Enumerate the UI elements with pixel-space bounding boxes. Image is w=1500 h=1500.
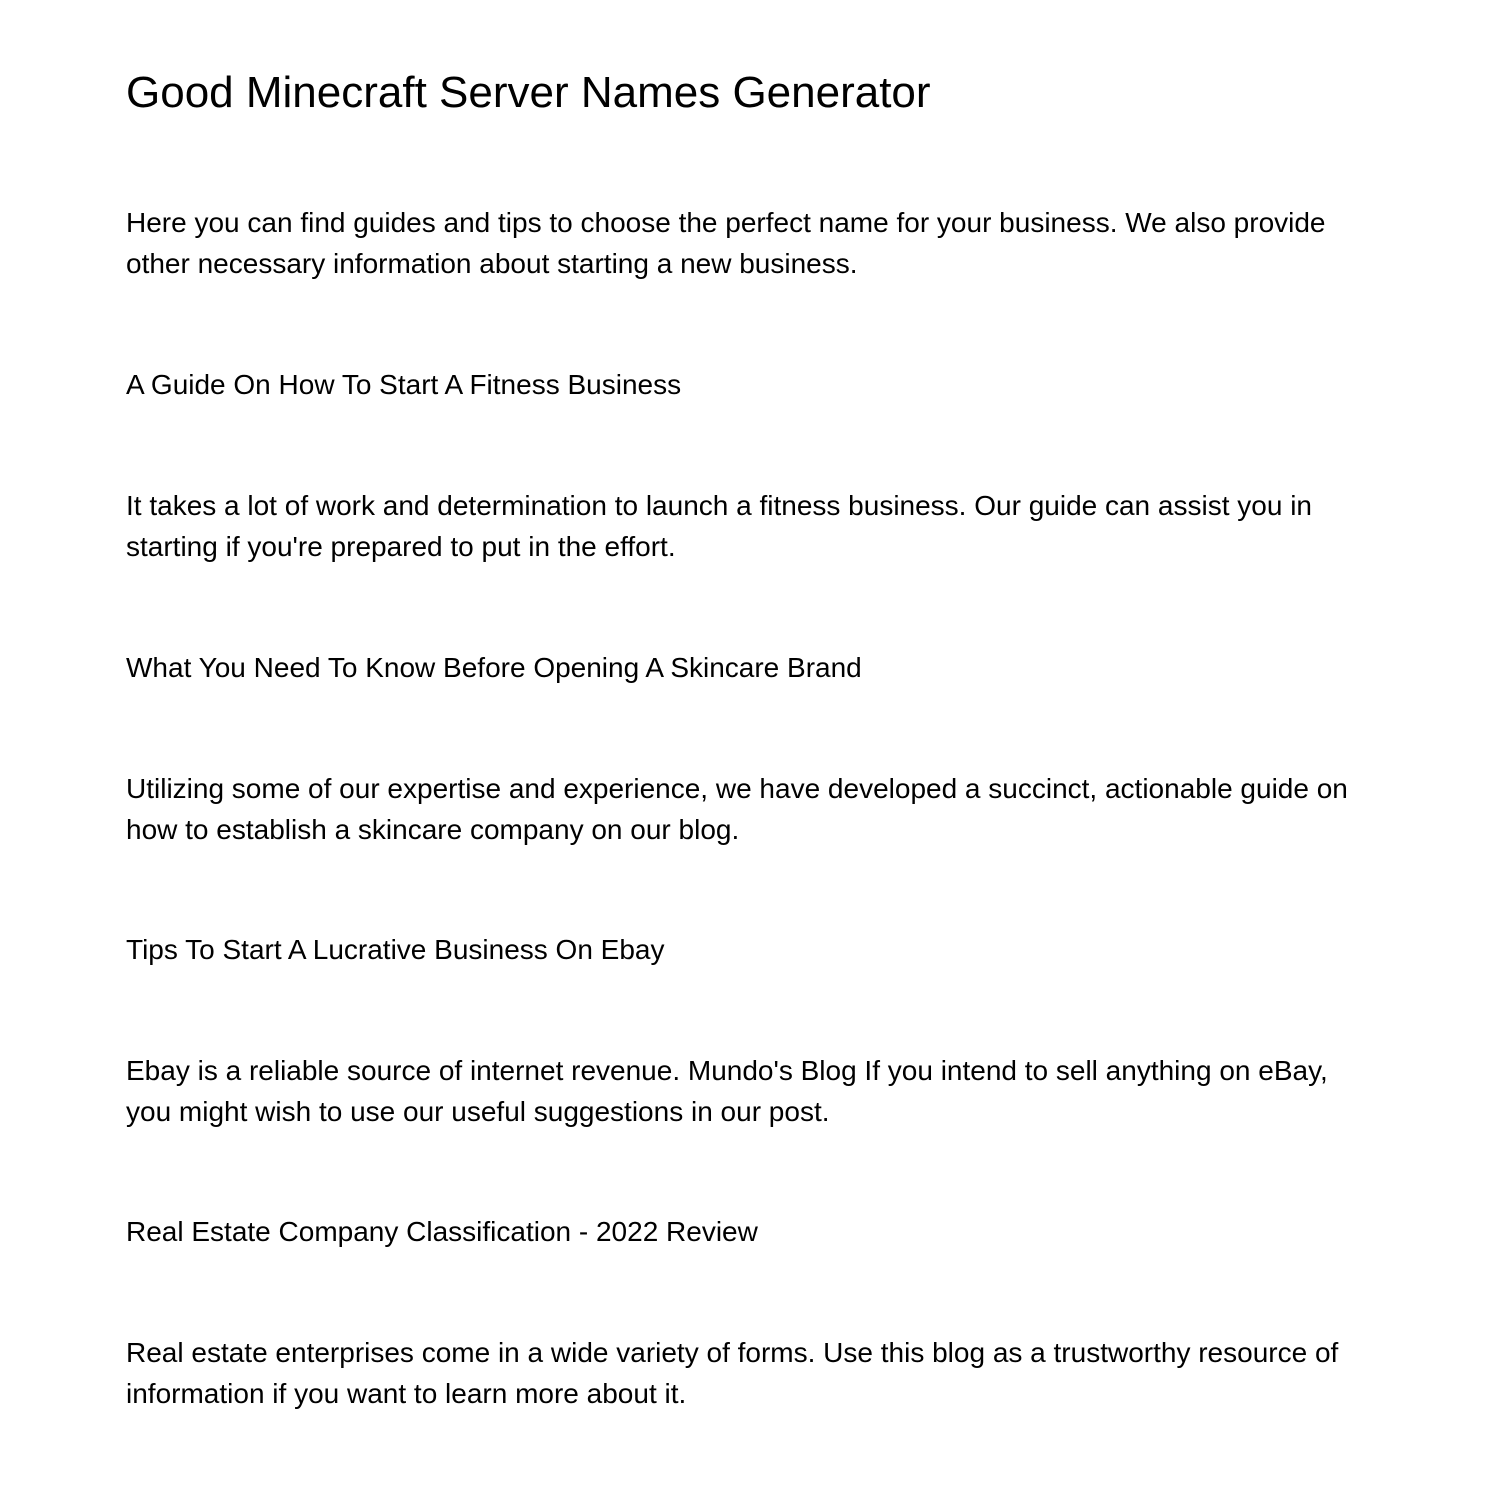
section-heading-skincare: What You Need To Know Before Opening A Skincare Brand (126, 652, 862, 683)
section-heading-ebay: Tips To Start A Lucrative Business On Ebay (126, 934, 665, 965)
page-title: Good Minecraft Server Names Generator (126, 68, 931, 117)
section-body-ebay: Ebay is a reliable source of internet revenue. Mundo's Blog If you intend to sell anything on eBay, you might wish to use our useful suggestions in our post. (126, 1055, 1328, 1127)
document-page (126, 0, 1356, 1500)
section-body-real-estate: Real estate enterprises come in a wide variety of forms. Use this blog as a trustworthy resource of information if you want to learn more about it. (126, 1337, 1339, 1409)
section-heading-real-estate: Real Estate Company Classification - 2022 Review (126, 1216, 758, 1247)
section-body-fitness: It takes a lot of work and determination to launch a fitness business. Our guide can assist you in starting if you're prepared to put in the effort. (126, 490, 1312, 562)
section-body-skincare: Utilizing some of our expertise and experience, we have developed a succinct, actionable guide on how to establish a skincare company on our blog. (126, 773, 1348, 845)
intro-paragraph: Here you can find guides and tips to choose the perfect name for your business. We also provide other necessary information about starting a new business. (126, 207, 1326, 279)
section-heading-fitness: A Guide On How To Start A Fitness Business (126, 369, 682, 400)
